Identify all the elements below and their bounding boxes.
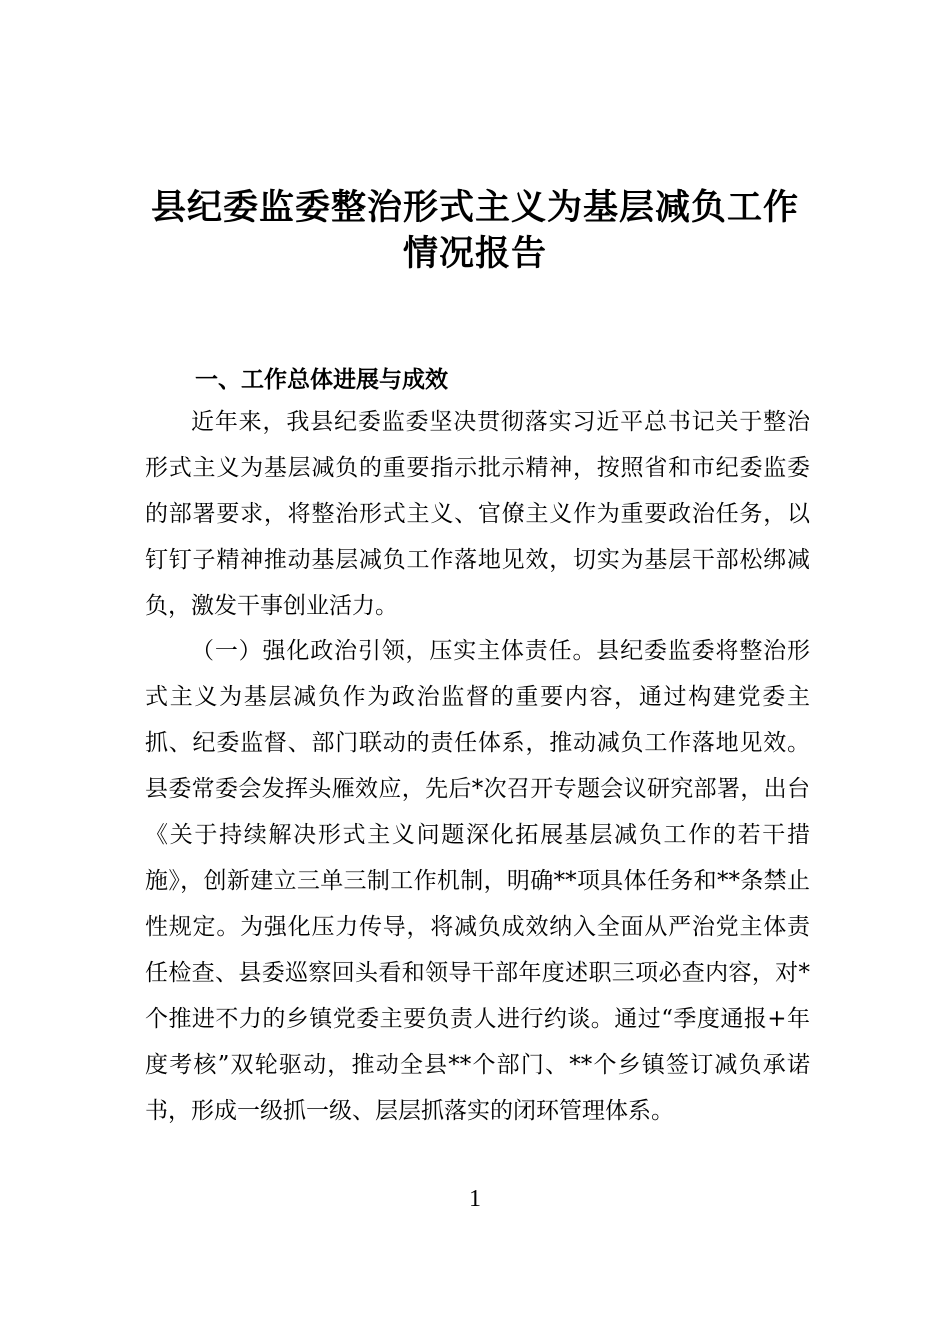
paragraph-body: 县纪委监委将整治形式主义为基层减负作为政治监督的重要内容，通过构建党委主抓、纪委监督、部门联动的责任体系，推动减负工作落地见效。县委常委会发挥头雁效应，先后*次召开专题会议研究部署，出台《关于持续解决形式主义问题深化拓展基层减负工作的若干措施》，创新建立三单三制工作机制，明确**项具体任务和**条禁止性规定。为强化压力传导，将减负成效纳入全面从严治党主体责任检查、县委巡察回头看和领导干部年度述职三项必查内容，对*个推进不力的乡镇党委主要负责人进行约谈。通过“季度通报+年度考核”双轮驱动，推动全县**个部门、**个乡镇签订减负承诺书，形成一级抓一级、层层抓落实的闭环管理体系。 xyxy=(145,638,811,1124)
paragraph-lead: （一）强化政治引领，压实主体责任。 xyxy=(191,638,597,664)
paragraph-intro: 近年来，我县纪委监委坚决贯彻落实习近平总书记关于整治形式主义为基层减负的重要指示批示精神，按照省和市纪委监委的部署要求，将整治形式主义、官僚主义作为重要政治任务，以钉钉子精神推动基层减负工作落地见效，切实为基层干部松绑减负，激发干事创业活力。 xyxy=(145,409,810,619)
document-title-line1: 县纪委监委整治形式主义为基层减负工作 xyxy=(150,187,799,228)
page-number: 1 xyxy=(469,1186,481,1212)
section-heading: 一、工作总体进展与成效 xyxy=(195,367,448,393)
paragraph-political-guidance xyxy=(145,628,810,1134)
document-title-line2: 情况报告 xyxy=(402,233,547,274)
